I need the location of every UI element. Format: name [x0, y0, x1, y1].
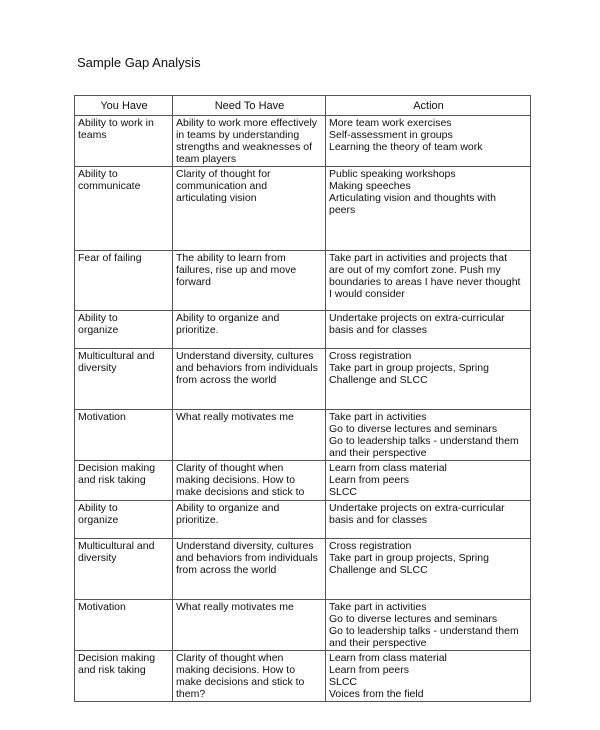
- cell-text-line: Learn from peers: [329, 474, 409, 486]
- cell-need-to-have: [173, 410, 326, 461]
- cell-action: [326, 251, 531, 311]
- cell-text-line: Self-assessment in groups: [329, 129, 453, 141]
- cell-text-line: and behaviors from individuals: [176, 362, 318, 374]
- cell-text-line: and risk taking: [78, 474, 146, 486]
- cell-need-to-have: [173, 116, 326, 167]
- cell-text-line: Ability to: [78, 502, 118, 514]
- cell-you-have: [75, 461, 173, 501]
- cell-text-line: Motivation: [78, 411, 126, 423]
- cell-you-have: [75, 539, 173, 600]
- table-row: [75, 501, 531, 539]
- cell-text-line: organize: [78, 514, 119, 526]
- cell-text-line: prioritize.: [176, 324, 219, 336]
- cell-text-line: Undertake projects on extra-curricular: [329, 502, 505, 514]
- gap-analysis-table: [74, 95, 531, 702]
- cell-text-line: communication and: [176, 180, 268, 192]
- cell-text-line: Learn from class material: [329, 652, 447, 664]
- table-row: [75, 349, 531, 410]
- cell-text-line: Public speaking workshops: [329, 168, 456, 180]
- header-you-have: You Have: [75, 96, 173, 116]
- table-row: [75, 167, 531, 251]
- cell-text-line: them?: [176, 688, 206, 700]
- cell-text-line: Fear of failing: [78, 252, 142, 264]
- cell-need-to-have: [173, 167, 326, 251]
- cell-text-line: diversity: [78, 552, 117, 564]
- cell-action: [326, 167, 531, 251]
- cell-text-line: in teams by understanding: [176, 129, 300, 141]
- cell-text-line: make decisions and stick to: [176, 486, 305, 498]
- cell-you-have: [75, 600, 173, 651]
- table-row: [75, 600, 531, 651]
- cell-text-line: Go to diverse lectures and seminars: [329, 423, 498, 435]
- cell-text-line: Challenge and SLCC: [329, 374, 428, 386]
- cell-text-line: Articulating vision and thoughts with: [329, 192, 496, 204]
- cell-you-have: [75, 251, 173, 311]
- cell-text-line: Multicultural and: [78, 350, 155, 362]
- cell-text-line: basis and for classes: [329, 324, 428, 336]
- cell-text-line: Go to diverse lectures and seminars: [329, 613, 498, 625]
- header-action: Action: [326, 96, 531, 116]
- cell-text-line: articulating vision: [176, 192, 257, 204]
- cell-text-line: organize: [78, 324, 119, 336]
- cell-text-line: forward: [176, 276, 212, 288]
- cell-you-have: [75, 167, 173, 251]
- cell-text-line: Multicultural and: [78, 540, 155, 552]
- cell-text-line: What really motivates me: [176, 411, 294, 423]
- cell-you-have: [75, 349, 173, 410]
- cell-text-line: Understand diversity, cultures: [176, 350, 314, 362]
- cell-text-line: Learning the theory of team work: [329, 141, 483, 153]
- cell-you-have: [75, 116, 173, 167]
- cell-text-line: Voices from the field: [329, 688, 424, 700]
- cell-text-line: Cross registration: [329, 540, 412, 552]
- table-row: [75, 251, 531, 311]
- cell-you-have: [75, 651, 173, 702]
- cell-action: [326, 349, 531, 410]
- cell-need-to-have: [173, 461, 326, 501]
- cell-text-line: make decisions and stick to: [176, 676, 305, 688]
- cell-action: [326, 311, 531, 349]
- cell-text-line: Go to leadership talks - understand them: [329, 435, 519, 447]
- cell-text-line: Motivation: [78, 601, 126, 613]
- cell-you-have: [75, 410, 173, 461]
- cell-action: [326, 116, 531, 167]
- cell-action: [326, 461, 531, 501]
- cell-text-line: are out of my comfort zone. Push my: [329, 264, 501, 276]
- table-row: [75, 116, 531, 167]
- table-row: [75, 651, 531, 702]
- cell-text-line: Undertake projects on extra-curricular: [329, 312, 505, 324]
- cell-text-line: Learn from class material: [329, 462, 447, 474]
- cell-text-line: and risk taking: [78, 664, 146, 676]
- cell-text-line: More team work exercises: [329, 117, 452, 129]
- cell-text-line: Making speeches: [329, 180, 411, 192]
- cell-text-line: diversity: [78, 362, 117, 374]
- cell-text-line: team players: [176, 153, 237, 165]
- cell-text-line: and their perspective: [329, 447, 427, 459]
- cell-you-have: [75, 311, 173, 349]
- cell-need-to-have: [173, 539, 326, 600]
- cell-text-line: from across the world: [176, 564, 277, 576]
- cell-action: [326, 539, 531, 600]
- cell-text-line: Take part in activities: [329, 411, 427, 423]
- cell-text-line: Take part in activities: [329, 601, 427, 613]
- cell-text-line: Ability to work more effectively: [176, 117, 318, 129]
- table-row: [75, 410, 531, 461]
- cell-text-line: I would consider: [329, 288, 405, 300]
- cell-text-line: What really motivates me: [176, 601, 294, 613]
- header-need-to-have: Need To Have: [173, 96, 326, 116]
- cell-text-line: Ability to organize and: [176, 312, 280, 324]
- cell-text-line: Decision making: [78, 652, 156, 664]
- cell-action: [326, 501, 531, 539]
- cell-text-line: The ability to learn from: [176, 252, 286, 264]
- cell-text-line: Understand diversity, cultures: [176, 540, 314, 552]
- cell-need-to-have: [173, 600, 326, 651]
- cell-you-have: [75, 501, 173, 539]
- cell-text-line: Decision making: [78, 462, 156, 474]
- cell-text-line: Cross registration: [329, 350, 412, 362]
- cell-text-line: Take part in group projects, Spring: [329, 362, 489, 374]
- cell-need-to-have: [173, 349, 326, 410]
- cell-text-line: Clarity of thought when: [176, 652, 284, 664]
- cell-action: [326, 600, 531, 651]
- table-body: [75, 116, 531, 702]
- cell-text-line: Ability to organize and: [176, 502, 280, 514]
- cell-text-line: Take part in group projects, Spring: [329, 552, 489, 564]
- cell-need-to-have: [173, 651, 326, 702]
- cell-text-line: boundaries to areas I have never thought: [329, 276, 521, 288]
- cell-text-line: Ability to work in: [78, 117, 154, 129]
- cell-text-line: Ability to: [78, 312, 118, 324]
- cell-text-line: strengths and weaknesses of: [176, 141, 312, 153]
- cell-text-line: Clarity of thought when: [176, 462, 284, 474]
- cell-text-line: Challenge and SLCC: [329, 564, 428, 576]
- cell-text-line: Ability to: [78, 168, 118, 180]
- cell-text-line: from across the world: [176, 374, 277, 386]
- cell-text-line: and behaviors from individuals: [176, 552, 318, 564]
- cell-text-line: Go to leadership talks - understand them: [329, 625, 519, 637]
- document-title: Sample Gap Analysis: [77, 55, 201, 70]
- table-row: [75, 539, 531, 600]
- cell-need-to-have: [173, 501, 326, 539]
- cell-text-line: and their perspective: [329, 637, 427, 649]
- cell-text-line: Clarity of thought for: [176, 168, 271, 180]
- cell-text-line: making decisions. How to: [176, 664, 296, 676]
- cell-text-line: communicate: [78, 180, 141, 192]
- cell-text-line: basis and for classes: [329, 514, 428, 526]
- cell-action: [326, 651, 531, 702]
- table-row: [75, 461, 531, 501]
- cell-text-line: making decisions. How to: [176, 474, 296, 486]
- cell-text-line: teams: [78, 129, 107, 141]
- cell-text-line: peers: [329, 204, 356, 216]
- cell-text-line: failures, rise up and move: [176, 264, 297, 276]
- cell-text-line: Learn from peers: [329, 664, 409, 676]
- table-header-row: [75, 96, 531, 116]
- cell-text-line: SLCC: [329, 676, 358, 688]
- cell-text-line: Take part in activities and projects that: [329, 252, 508, 264]
- cell-text-line: prioritize.: [176, 514, 219, 526]
- cell-need-to-have: [173, 251, 326, 311]
- cell-text-line: SLCC: [329, 486, 358, 498]
- cell-need-to-have: [173, 311, 326, 349]
- table-row: [75, 311, 531, 349]
- cell-action: [326, 410, 531, 461]
